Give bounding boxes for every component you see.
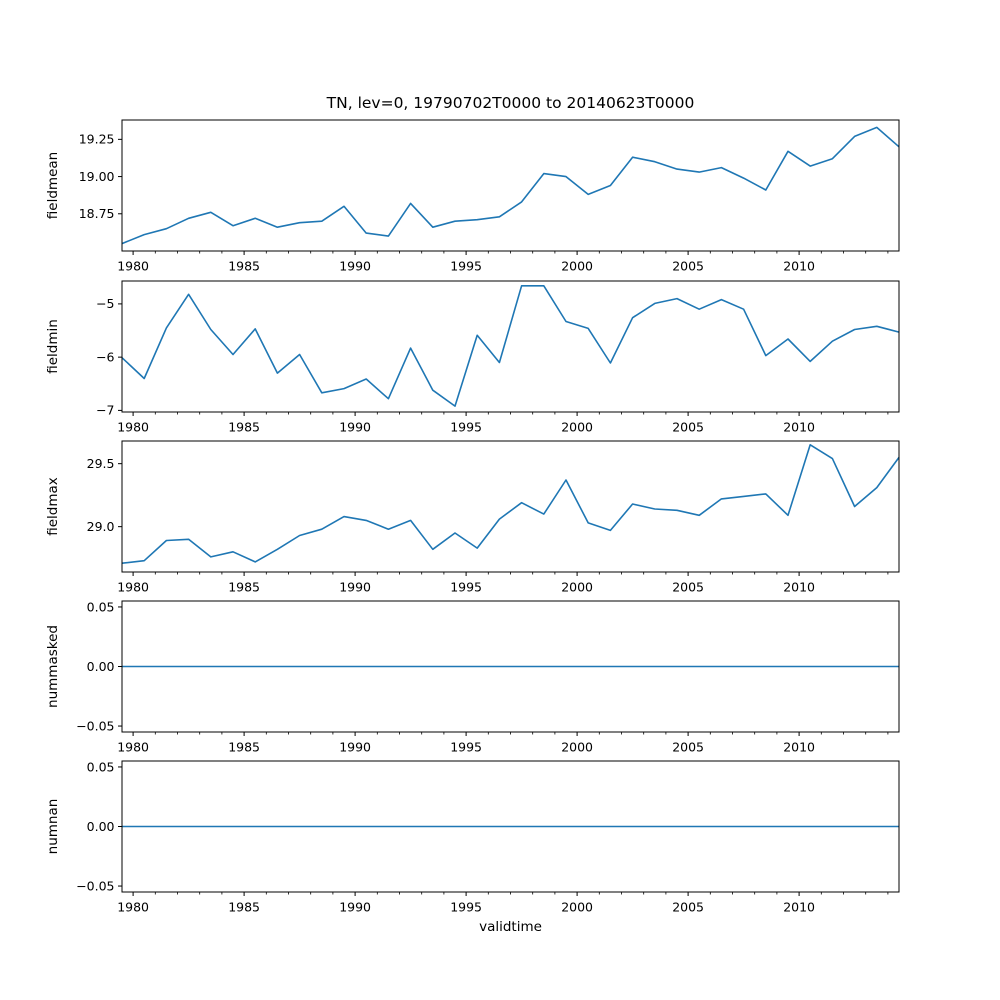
- x-tick-label: 1990: [339, 419, 372, 435]
- x-tick-label: 2010: [783, 579, 816, 595]
- y-tick-label: −6: [96, 349, 115, 365]
- x-tick-label: 2000: [561, 579, 594, 595]
- y-axis-label-numnan: numnan: [45, 798, 61, 855]
- x-tick-label: 1995: [450, 258, 483, 274]
- y-tick-label: 29.5: [86, 455, 115, 471]
- x-tick-label: 1980: [117, 258, 150, 274]
- x-tick-label: 1995: [450, 579, 483, 595]
- series-line-fieldmean: [122, 127, 899, 243]
- x-tick-label: 2005: [672, 258, 705, 274]
- y-tick-label: 19.00: [78, 168, 115, 184]
- series-line-fieldmax: [122, 445, 899, 563]
- y-tick-label: −7: [96, 402, 115, 418]
- x-tick-label: 1990: [339, 258, 372, 274]
- x-tick-label: 2005: [672, 419, 705, 435]
- subplot-nummasked: [45, 599, 899, 754]
- x-tick-label: 2000: [561, 258, 594, 274]
- x-tick-label: 1980: [117, 739, 150, 755]
- y-tick-label: 0.00: [86, 658, 115, 674]
- x-tick-label: 2000: [561, 739, 594, 755]
- y-axis-label-fieldmean: fieldmean: [45, 151, 61, 220]
- x-tick-label: 1985: [228, 899, 261, 915]
- y-axis-label-nummasked: nummasked: [45, 625, 61, 708]
- subplot-fieldmax: [45, 441, 899, 595]
- x-tick-label: 1985: [228, 258, 261, 274]
- y-tick-label: −0.05: [76, 718, 115, 734]
- x-tick-label: 2010: [783, 419, 816, 435]
- y-tick-label: 18.75: [78, 206, 115, 222]
- x-tick-label: 1995: [450, 899, 483, 915]
- y-tick-label: 0.05: [86, 599, 115, 615]
- subplots-group: [45, 120, 899, 915]
- x-tick-label: 1995: [450, 739, 483, 755]
- x-tick-label: 1985: [228, 419, 261, 435]
- subplot-fieldmean: [45, 120, 899, 274]
- x-tick-label: 1980: [117, 899, 150, 915]
- x-tick-label: 2000: [561, 899, 594, 915]
- x-tick-label: 1985: [228, 739, 261, 755]
- y-tick-label: −0.05: [76, 878, 115, 894]
- x-tick-label: 1980: [117, 419, 150, 435]
- y-tick-label: 0.00: [86, 818, 115, 834]
- plot-frame: [122, 441, 899, 572]
- x-tick-label: 2010: [783, 899, 816, 915]
- x-tick-label: 1985: [228, 579, 261, 595]
- y-tick-label: 19.25: [78, 131, 115, 147]
- x-axis-label: validtime: [479, 919, 542, 935]
- plot-frame: [122, 281, 899, 412]
- x-tick-label: 2010: [783, 739, 816, 755]
- x-tick-label: 1990: [339, 899, 372, 915]
- x-tick-label: 1980: [117, 579, 150, 595]
- y-axis-label-fieldmin: fieldmin: [45, 319, 61, 374]
- series-line-fieldmin: [122, 286, 899, 406]
- y-tick-label: 0.05: [86, 759, 115, 775]
- y-tick-label: 29.0: [86, 518, 115, 534]
- x-tick-label: 2005: [672, 899, 705, 915]
- y-tick-label: −5: [96, 296, 115, 312]
- x-tick-label: 2010: [783, 258, 816, 274]
- subplot-numnan: [45, 759, 899, 914]
- x-tick-label: 1990: [339, 579, 372, 595]
- x-tick-label: 1995: [450, 419, 483, 435]
- x-tick-label: 2005: [672, 739, 705, 755]
- x-tick-label: 2005: [672, 579, 705, 595]
- x-tick-label: 2000: [561, 419, 594, 435]
- subplot-fieldmin: [45, 281, 899, 435]
- plot-frame: [122, 120, 899, 251]
- figure-title: TN, lev=0, 19790702T0000 to 20140623T0000: [326, 94, 695, 112]
- y-axis-label-fieldmax: fieldmax: [45, 477, 61, 536]
- x-tick-label: 1990: [339, 739, 372, 755]
